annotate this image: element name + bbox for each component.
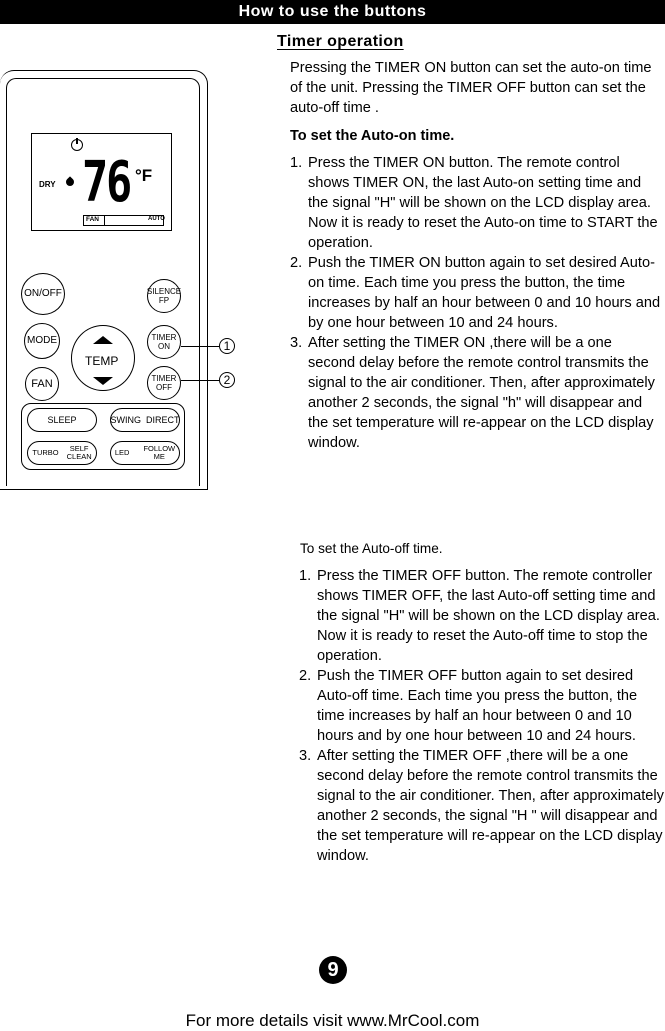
timer-on-sub-label: ON <box>158 342 170 351</box>
lcd-fan-value: AUTO <box>148 216 165 222</box>
callout-line-2 <box>181 380 219 381</box>
auto-off-heading: To set the Auto-off time. <box>300 541 443 556</box>
step-text: Press the TIMER ON button. The remote control shows TIMER ON, the last Auto-on setting time and the signal "H" will be shown on the LCD display area. Now it is ready to reset the Auto-on time to START the operation. <box>308 155 658 251</box>
temp-up-icon[interactable] <box>93 336 113 344</box>
step-number: 2. <box>299 668 312 684</box>
list-item <box>299 566 665 666</box>
follow-me-line-1: FOLLOW <box>143 444 176 453</box>
mode-label: MODE <box>27 335 57 346</box>
silence-button[interactable] <box>147 279 181 313</box>
callout-line-1 <box>181 346 219 347</box>
fan-button[interactable] <box>25 367 59 401</box>
timer-off-button[interactable] <box>147 366 181 400</box>
lcd-mode: DRY <box>39 180 56 189</box>
section-header-bar: How to use the buttons <box>0 0 665 24</box>
led-label: LED <box>114 448 130 457</box>
follow-me-line-2: ME <box>153 452 165 461</box>
swing-direct-button[interactable] <box>110 408 180 432</box>
mode-button[interactable] <box>24 323 60 359</box>
auto-on-steps <box>290 153 662 453</box>
auto-off-steps <box>299 566 665 866</box>
lcd-temperature: 76 <box>82 150 130 215</box>
lcd-temperature-unit: °F <box>135 166 153 185</box>
silence-label: SILENCE <box>146 287 182 296</box>
sleep-label: SLEEP <box>47 414 77 425</box>
swing-label: SWING <box>110 414 141 425</box>
footer-text: For more details visit www.MrCool.com <box>185 1011 480 1030</box>
turbo-label: TURBO <box>32 448 59 457</box>
temp-down-icon[interactable] <box>93 377 113 385</box>
callout-marker-1: 1 <box>219 338 235 354</box>
step-text: Push the TIMER ON button again to set desired Auto-on time. Each time you press the button, the time increases by half an hour between 0 and 10 hours and by one hour between 10 and 24 hours. <box>308 255 661 331</box>
self-clean-label <box>67 445 92 461</box>
on-off-label: ON/OFF <box>24 288 62 299</box>
self-clean-line-2: CLEAN <box>66 452 92 461</box>
page-number: 9 <box>319 956 347 984</box>
list-item <box>290 253 662 333</box>
follow-me-label <box>143 445 175 461</box>
on-off-button[interactable] <box>21 273 65 315</box>
intro-paragraph: Pressing the TIMER ON button can set the auto-on time of the unit. Pressing the TIMER OFF button can set the auto-off time . <box>290 60 652 116</box>
section-title: Timer operation <box>277 33 404 50</box>
step-text: Press the TIMER OFF button. The remote controller shows TIMER OFF, the last Auto-off setting time and the signal "H" will be shown on the LCD display area. Now it is ready to reset the Auto-off time to stop the operation. <box>317 568 660 664</box>
step-number: 2. <box>290 255 303 271</box>
step-text: After setting the TIMER OFF ,there will be a one second delay before the remote control transmits the signal to the air conditioner. Then, after approximately another 2 seconds, the signal "H " will disappear and the set temperature will re-appear on the LCD display window. <box>317 748 664 864</box>
silence-sub-label: FP <box>158 296 170 305</box>
led-follow-me-button[interactable] <box>110 441 180 465</box>
step-number: 3. <box>290 335 303 351</box>
timer-off-sub-label: OFF <box>156 383 172 392</box>
temp-label: TEMP <box>85 354 119 368</box>
timer-off-label: TIMER <box>151 374 177 383</box>
list-item <box>290 153 662 253</box>
list-item <box>299 666 665 746</box>
callout-marker-2: 2 <box>219 372 235 388</box>
list-item <box>290 333 662 453</box>
step-text: Push the TIMER OFF button again to set desired Auto-off time. Each time you press the button, the time increases by half an hour between 0 and 10 hours and by one hour between 10 and 24 hours. <box>317 668 638 744</box>
step-number: 1. <box>290 155 303 171</box>
step-number: 1. <box>299 568 312 584</box>
step-text: After setting the TIMER ON ,there will be a one second delay before the remote control transmits the signal to the air conditioner. Then, after approximately another 2 seconds, the signal "h" will disappear and the set temperature will re-appear on the LCD display window. <box>308 335 655 451</box>
auto-on-heading: To set the Auto-on time. <box>290 128 455 144</box>
sleep-button[interactable] <box>27 408 97 432</box>
timer-on-label: TIMER <box>151 333 177 342</box>
timer-on-button[interactable] <box>147 325 181 359</box>
self-clean-line-1: SELF <box>69 444 89 453</box>
lcd-fan-label: FAN <box>86 216 99 223</box>
lcd-fan-divider <box>104 215 105 226</box>
turbo-self-clean-button[interactable] <box>27 441 97 465</box>
step-number: 3. <box>299 748 312 764</box>
direct-label: DIRECT <box>146 414 180 425</box>
list-item <box>299 746 665 866</box>
fan-label: FAN <box>31 378 53 390</box>
